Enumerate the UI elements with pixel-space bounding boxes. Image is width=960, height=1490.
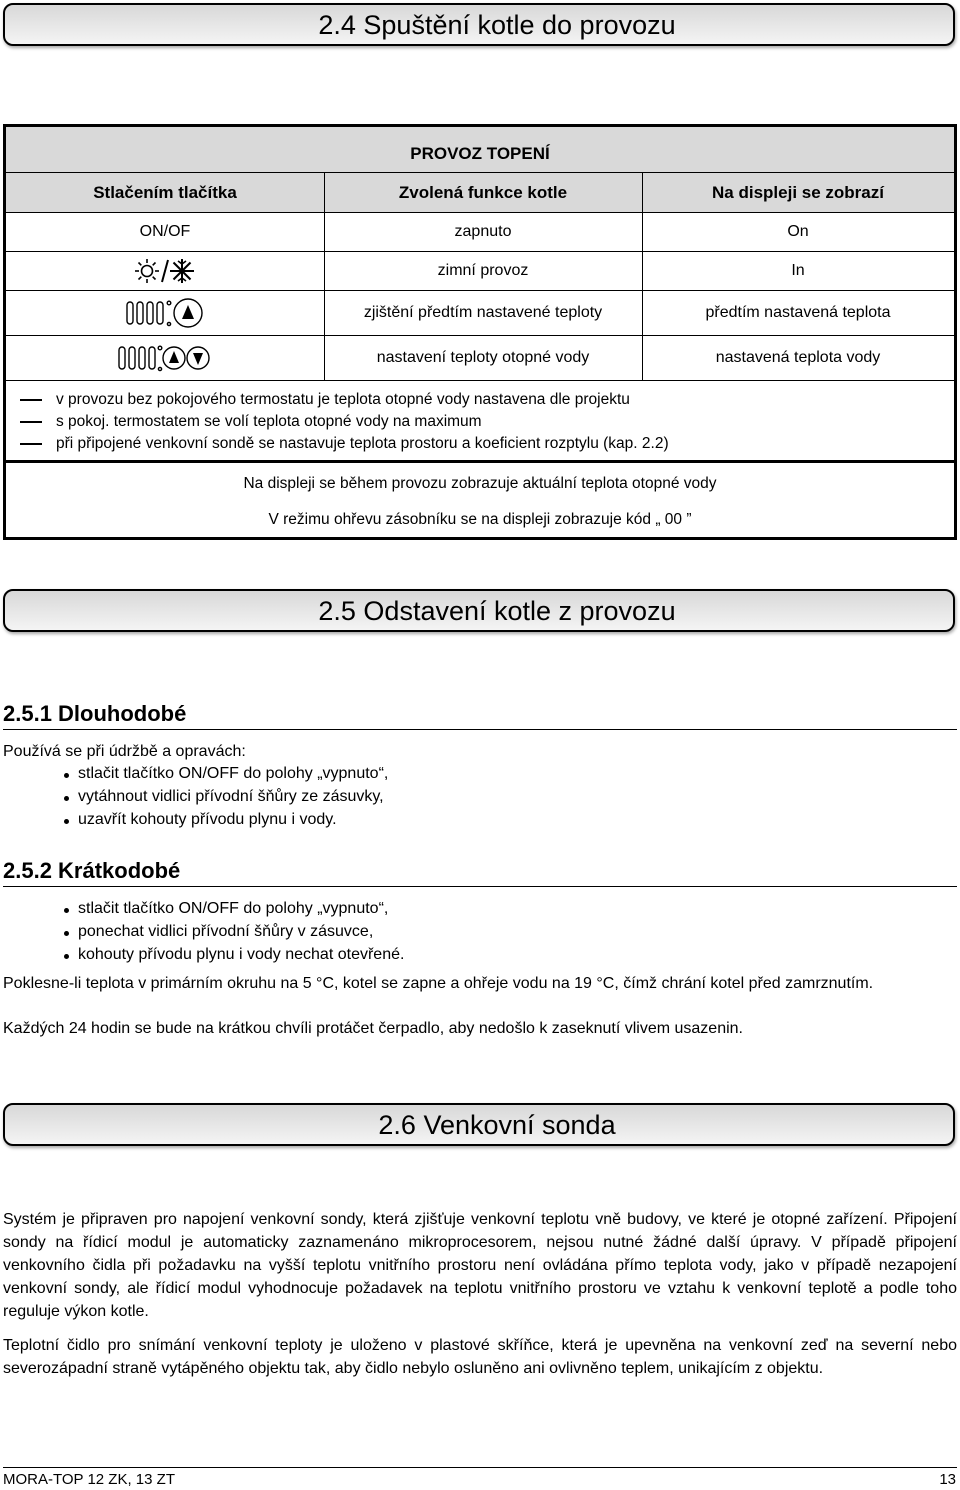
section-banner-2-4 [3,3,955,46]
table-row [6,213,954,251]
operation-table [3,124,957,540]
section-banner-2-6 [3,1103,955,1146]
row-function: zjištění předtím nastavené teploty [363,304,603,321]
row-display: předtím nastavená teplota [705,304,891,321]
paragraph: Poklesne-li teplota v primárním okruhu na 5 °C, kotel se zapne a ohřeje vodu na 19 °C, čímž chrání kotel před zamrznutím. [3,975,874,992]
subsection-heading-2-5-2: 2.5.2 Krátkodobé [3,858,957,887]
row-function: zimní provoz [437,262,529,279]
list-item: vytáhnout vidlici přívodní šňůry ze zásuvky, [78,788,384,805]
footer-model: MORA-TOP 12 ZK, 13 ZT [3,1471,175,1488]
paragraph: Používá se při údržbě a opravách: [3,743,246,760]
sun-snowflake-icon [134,258,196,284]
row-button-label: ON/OF [139,223,191,240]
paragraph: Každých 24 hodin se bude na krátkou chvíli protáčet čerpadlo, aby nedošlo k zaseknutí vlivem usazenin. [3,1020,743,1037]
table-row [6,291,954,335]
header-function: Zvolená funkce kotle [398,182,568,202]
paragraph: Teplotní čidlo pro snímání venkovní teploty je uloženo v plastové skříňce, která je upevněna na venkovní zeď na severní nebo severozápadní straně vytápěného objektu tak, aby čidlo nebylo osluněno ani ovlivněno teplem, unikajícím z objektu. [3,1337,957,1377]
radiator-up-down-icon [117,342,213,374]
row-display: nastavená teplota vody [715,349,881,366]
table-row [6,252,954,290]
table-note: v provozu bez pokojového termostatu je teplota otopné vody nastavena dle projektu [20,391,630,409]
header-button: Stlačením tlačítka [93,182,237,202]
row-display: In [791,262,805,279]
display-info: Na displeji se během provozu zobrazuje aktuální teplota otopné vody [243,475,717,492]
section-title-2-5: 2.5 Odstavení kotle z provozu [318,596,676,626]
page-number: 13 [939,1471,956,1488]
list-item: ponechat vidlici přívodní šňůry v zásuvce, [78,923,374,940]
table-note: s pokoj. termostatem se volí teplota otopné vody na maximum [20,413,482,431]
table-title: PROVOZ TOPENÍ [410,143,550,163]
table-header-row [6,173,954,212]
header-display: Na displeji se zobrazí [712,182,884,202]
table-row [6,336,954,380]
table-note: při připojené venkovní sondě se nastavuje teplota prostoru a koeficient rozptylu (kap. 2.2) [20,435,669,453]
table-title-row [6,127,954,172]
storage-info: V režimu ohřevu zásobníku se na displeji zobrazuje kód „ 00 ” [268,511,692,528]
list-item: stlačit tlačítko ON/OFF do polohy „vypnuto“, [78,765,389,782]
list-item: uzavřít kohouty přívodu plynu i vody. [78,811,337,828]
row-function: zapnuto [454,223,512,240]
row-display: On [787,223,809,240]
footer-divider [3,1467,957,1468]
section-title-2-6: 2.6 Venkovní sonda [378,1110,616,1140]
list-item: stlačit tlačítko ON/OFF do polohy „vypnuto“, [78,900,389,917]
paragraph: Systém je připraven pro napojení venkovní sondy, která zjišťuje venkovní teplotu vně budovy, ve které je otopné zařízení. Připojení sondy na řídicí modul je automaticky zaznamenáno mikroprocesorem, nejsou nutné žádné další úpravy. V případě připojení venkovního čidla při požadavku na vyšší teplotu vnitřního prostoru není ovládána přímo teplota vody, jako v případě nezapojení venkovní sondy, ale řídicí modul vyhodnocuje požadavek na teplotu vnitřního prostoru ve vztahu k venkovní teplotě a podle toho reguluje výkon kotle. [3,1211,957,1320]
subsection-heading-2-5-1: 2.5.1 Dlouhodobé [3,701,957,730]
radiator-up-icon [125,297,205,329]
row-function: nastavení teploty otopné vody [376,349,590,366]
section-banner-2-5 [3,589,955,632]
list-item: kohouty přívodu plynu i vody nechat otevřené. [78,946,405,963]
section-title-2-4: 2.4 Spuštění kotle do provozu [318,10,676,40]
